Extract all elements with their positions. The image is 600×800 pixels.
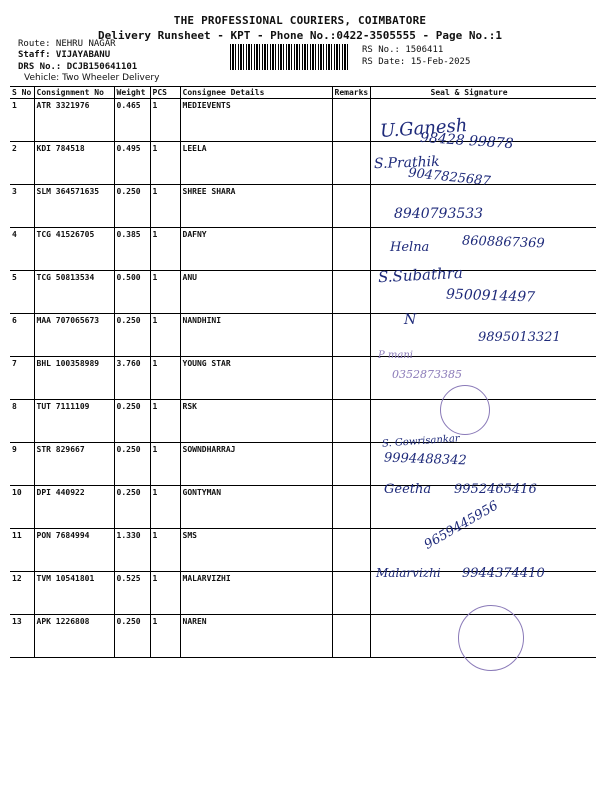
handwritten-signature: 9500914497 [445,286,536,306]
cell-sno: 9 [10,443,34,486]
cell-weight: 0.250 [114,615,150,658]
drs-number: DRS No.: DCJB150641101 [18,62,138,72]
staff-label: Staff: VIJAYABANU [18,50,111,60]
cell-consignment: STR 829667 [34,443,114,486]
col-header-weight: Weight [114,87,150,99]
cell-consignee: SMS [180,529,332,572]
cell-consignee: GONTYMAN [180,486,332,529]
cell-pcs: 1 [150,529,180,572]
cell-consignee: NAREN [180,615,332,658]
cell-consignment: MAA 707065673 [34,314,114,357]
handwritten-signature: P mani [378,350,413,361]
cell-pcs: 1 [150,185,180,228]
handwritten-signature: S.Prathik [373,153,440,173]
cell-sno: 7 [10,357,34,400]
cell-sno: 11 [10,529,34,572]
cell-consignment: PON 7684994 [34,529,114,572]
cell-sno: 1 [10,99,34,142]
handwritten-signature: S.Subathra [377,263,464,287]
table-row [10,185,596,228]
handwritten-signature: Geetha [384,482,432,497]
cell-consignee: DAFNY [180,228,332,271]
cell-consignment: APK 1226808 [34,615,114,658]
cell-sno: 5 [10,271,34,314]
handwritten-signature: 8940793533 [394,206,484,222]
barcode [230,44,348,70]
seal-stamp [458,605,524,671]
col-header-consignment: Consignment No [34,87,114,99]
cell-remarks [332,357,370,400]
cell-weight: 0.250 [114,443,150,486]
cell-remarks [332,572,370,615]
table-header-row [10,87,596,99]
cell-consignee: SOWNDHARRAJ [180,443,332,486]
cell-consignee: SHREE SHARA [180,185,332,228]
cell-pcs: 1 [150,615,180,658]
cell-weight: 0.250 [114,185,150,228]
handwritten-signature: 9895013321 [478,330,561,345]
col-header-sno: S No [10,87,34,99]
cell-pcs: 1 [150,142,180,185]
handwritten-signature: 9952465416 [454,482,537,497]
rs-number: RS No.: 1506411 [362,45,444,55]
cell-consignment: DPI 440922 [34,486,114,529]
cell-remarks [332,486,370,529]
cell-pcs: 1 [150,400,180,443]
cell-sno: 13 [10,615,34,658]
cell-sno: 2 [10,142,34,185]
col-header-remarks: Remarks [332,87,370,99]
cell-weight: 0.465 [114,99,150,142]
handwritten-signature: 9944374410 [462,566,545,581]
cell-weight: 1.330 [114,529,150,572]
cell-remarks [332,271,370,314]
cell-consignee: MALARVIZHI [180,572,332,615]
cell-sno: 4 [10,228,34,271]
cell-consignee: MEDIEVENTS [180,99,332,142]
cell-pcs: 1 [150,357,180,400]
cell-pcs: 1 [150,572,180,615]
cell-remarks [332,400,370,443]
cell-consignee: RSK [180,400,332,443]
cell-weight: 0.385 [114,228,150,271]
cell-remarks [332,443,370,486]
cell-sno: 8 [10,400,34,443]
handwritten-signature: 9994488342 [383,450,467,469]
handwritten-signature: 9659445956 [421,498,501,553]
runsheet-subtitle: Delivery Runsheet - KPT - Phone No.:0422-3505555 - Page No.:1 [98,29,502,42]
route-label: Route: NEHRU NAGAR [18,39,116,49]
cell-sno: 6 [10,314,34,357]
cell-consignment: BHL 100358989 [34,357,114,400]
seal-stamp [440,385,490,435]
cell-consignment: ATR 3321976 [34,99,114,142]
cell-remarks [332,314,370,357]
handwritten-signature: Helna [390,240,430,255]
company-title: THE PROFESSIONAL COURIERS, COIMBATORE [173,14,427,27]
cell-weight: 0.250 [114,486,150,529]
cell-remarks [332,529,370,572]
handwritten-signature: Malarvizhi [376,566,441,580]
handwritten-signature: 98428 99878 [419,129,514,153]
table-row [10,443,596,486]
cell-consignment: TCG 50813534 [34,271,114,314]
cell-weight: 3.760 [114,357,150,400]
handwritten-signature: 8608867369 [461,233,545,252]
cell-sno: 10 [10,486,34,529]
handwritten-signature: N [404,312,417,328]
rs-date: RS Date: 15-Feb-2025 [362,57,471,67]
cell-pcs: 1 [150,271,180,314]
cell-weight: 0.250 [114,400,150,443]
cell-consignee: ANU [180,271,332,314]
cell-pcs: 1 [150,443,180,486]
cell-consignment: SLM 364571635 [34,185,114,228]
cell-sno: 3 [10,185,34,228]
cell-remarks [332,99,370,142]
handwritten-signature: S. Gowrisankar [381,433,461,450]
cell-consignee: LEELA [180,142,332,185]
cell-weight: 0.525 [114,572,150,615]
cell-consignee: YOUNG STAR [180,357,332,400]
cell-pcs: 1 [150,314,180,357]
cell-pcs: 1 [150,228,180,271]
col-header-pcs: PCS [150,87,180,99]
handwritten-signature: 0352873385 [392,368,462,381]
cell-remarks [332,615,370,658]
table-row [10,400,596,443]
col-header-signature: Seal & Signature [370,87,596,99]
cell-consignment: TUT 7111109 [34,400,114,443]
cell-remarks [332,185,370,228]
table-row [10,357,596,400]
cell-weight: 0.500 [114,271,150,314]
cell-consignment: TVM 10541801 [34,572,114,615]
cell-remarks [332,228,370,271]
cell-consignment: TCG 41526705 [34,228,114,271]
col-header-consignee: Consignee Details [180,87,332,99]
cell-sno: 12 [10,572,34,615]
vehicle-label: Vehicle: Two Wheeler Delivery [24,73,160,83]
cell-remarks [332,142,370,185]
cell-pcs: 1 [150,486,180,529]
cell-pcs: 1 [150,99,180,142]
handwritten-signature: 9047825687 [407,165,492,190]
cell-consignment: KDI 784518 [34,142,114,185]
cell-weight: 0.250 [114,314,150,357]
cell-consignee: NANDHINI [180,314,332,357]
handwritten-signature: U.Ganesh [379,114,469,143]
cell-weight: 0.495 [114,142,150,185]
